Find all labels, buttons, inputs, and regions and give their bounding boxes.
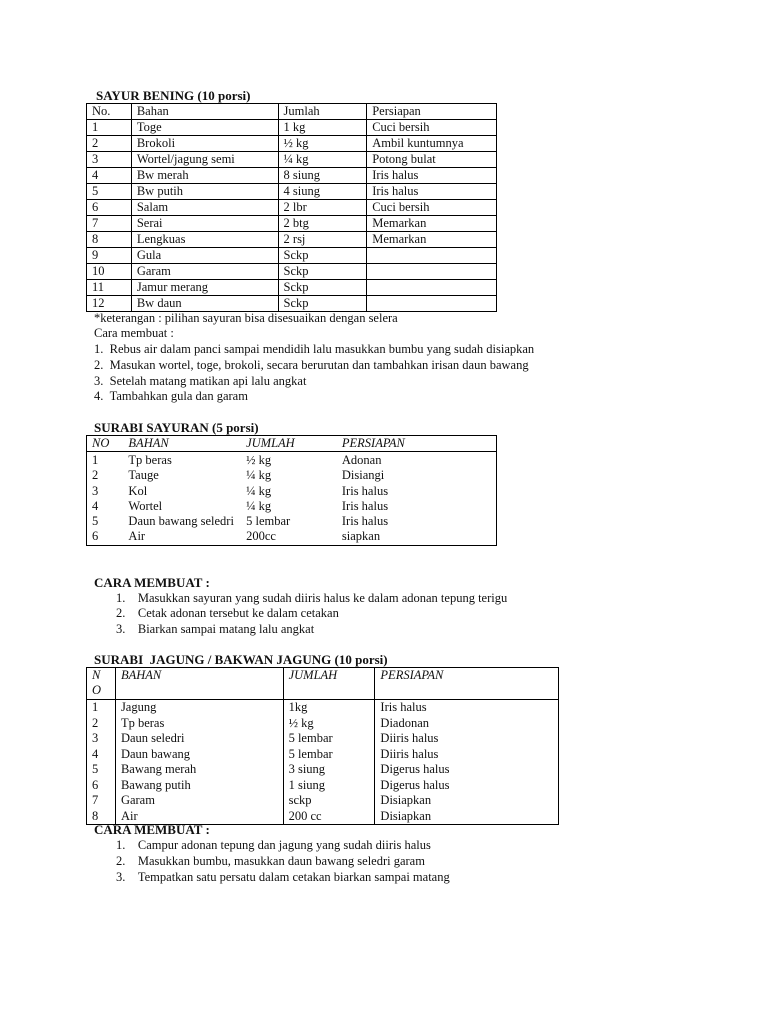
table-row xyxy=(87,296,497,312)
header-persiapan: PERSIAPAN xyxy=(337,436,497,452)
table-header-row xyxy=(87,436,497,452)
list-item: 2. Cetak adonan tersebut ke dalam cetakan xyxy=(116,606,339,620)
section2-title: SURABI SAYURAN (5 porsi) xyxy=(94,420,259,435)
cell-no: 1 xyxy=(87,700,116,716)
table-row xyxy=(87,529,497,545)
list-item: 2. Masukkan bumbu, masukkan daun bawang seledri garam xyxy=(116,854,425,868)
header-bahan: Bahan xyxy=(131,104,278,120)
cell-bahan: Daun bawang xyxy=(115,747,283,763)
cell-jumlah: Sckp xyxy=(278,264,367,280)
cell-no: 3 xyxy=(87,731,116,747)
header-jumlah: JUMLAH xyxy=(283,668,375,700)
section1-title: SAYUR BENING (10 porsi) xyxy=(96,88,251,103)
list-item: 3. Biarkan sampai matang lalu angkat xyxy=(116,622,315,636)
cell-persiapan xyxy=(367,280,497,296)
cell-no: 5 xyxy=(87,184,132,200)
cell-bahan: Air xyxy=(128,529,146,544)
cell-jumlah: Sckp xyxy=(278,296,367,312)
table-row xyxy=(87,232,497,248)
cell-no: 3 xyxy=(92,483,99,498)
cell-jumlah: 8 siung xyxy=(278,168,367,184)
cell-jumlah: 200 cc xyxy=(283,809,375,825)
header-jumlah: JUMLAH xyxy=(241,436,337,452)
cell-persiapan: Ambil kuntumnya xyxy=(367,136,497,152)
cell-jumlah: 1kg xyxy=(283,700,375,716)
cell-no: 5 xyxy=(92,514,99,529)
surabi-sayuran-table xyxy=(86,435,497,546)
cell-no: 1 xyxy=(92,453,99,467)
cell-bahan: Daun seledri xyxy=(115,731,283,747)
list-item: 1. Rebus air dalam panci sampai mendidih lalu masukkan bumbu yang sudah disiapkan xyxy=(94,342,535,356)
table-row xyxy=(87,152,497,168)
cell-jumlah: 2 lbr xyxy=(278,200,367,216)
cell-jumlah: 5 lembar xyxy=(283,747,375,763)
cell-bahan: Bawang putih xyxy=(115,778,283,794)
sayur-bening-table xyxy=(86,103,497,312)
cell-persiapan: Iris halus xyxy=(375,700,559,716)
cell-persiapan: siapkan xyxy=(341,529,381,544)
table-row xyxy=(87,793,559,809)
cell-bahan: Garam xyxy=(115,793,283,809)
cell-no: 2 xyxy=(87,136,132,152)
cell-jumlah: ¼ kg xyxy=(246,468,272,483)
table-row xyxy=(87,468,497,483)
cell-no: 7 xyxy=(87,793,116,809)
cell-jumlah: 1 kg xyxy=(278,120,367,136)
cell-persiapan xyxy=(367,296,497,312)
table-row xyxy=(87,747,559,763)
cell-no: 4 xyxy=(87,747,116,763)
header-no: No. xyxy=(87,104,132,120)
header-persiapan: Persiapan xyxy=(367,104,497,120)
cell-persiapan: Iris halus xyxy=(367,168,497,184)
cell-no: 11 xyxy=(87,280,132,296)
cell-bahan: Jamur merang xyxy=(131,280,278,296)
cell-jumlah: 5 lembar xyxy=(283,731,375,747)
cell-jumlah: 2 btg xyxy=(278,216,367,232)
cell-persiapan: Iris halus xyxy=(367,184,497,200)
cell-no: 10 xyxy=(87,264,132,280)
list-item: 3. Tempatkan satu persatu dalam cetakan biarkan sampai matang xyxy=(116,870,450,884)
table-row xyxy=(87,248,497,264)
cell-persiapan xyxy=(367,248,497,264)
cell-persiapan: Cuci bersih xyxy=(367,120,497,136)
cell-persiapan: Disiangi xyxy=(341,468,385,483)
table-header-row xyxy=(87,668,559,700)
cell-bahan: Brokoli xyxy=(131,136,278,152)
cell-bahan: Toge xyxy=(131,120,278,136)
cell-persiapan xyxy=(367,264,497,280)
cell-jumlah: Sckp xyxy=(278,280,367,296)
cell-no: 8 xyxy=(87,232,132,248)
cell-no: 3 xyxy=(87,152,132,168)
table-row xyxy=(87,700,559,716)
cell-no: 2 xyxy=(87,716,116,732)
cell-jumlah: sckp xyxy=(283,793,375,809)
surabi-jagung-table xyxy=(86,667,559,825)
cell-no: 5 xyxy=(87,762,116,778)
table-row xyxy=(87,716,559,732)
cell-bahan: Lengkuas xyxy=(131,232,278,248)
cell-persiapan: Potong bulat xyxy=(367,152,497,168)
cell-persiapan: Disiapkan xyxy=(375,809,559,825)
table-row xyxy=(87,136,497,152)
cell-persiapan: Iris halus xyxy=(341,514,389,529)
cell-persiapan: Cuci bersih xyxy=(367,200,497,216)
cell-persiapan: Memarkan xyxy=(367,232,497,248)
cell-no: 6 xyxy=(87,778,116,794)
table-row xyxy=(87,200,497,216)
cell-bahan: Bw daun xyxy=(131,296,278,312)
cell-bahan: Tp beras xyxy=(115,716,283,732)
table-row xyxy=(87,731,559,747)
cell-bahan: Bawang merah xyxy=(115,762,283,778)
header-persiapan: PERSIAPAN xyxy=(375,668,559,700)
cell-bahan: Serai xyxy=(131,216,278,232)
cell-bahan: Gula xyxy=(131,248,278,264)
cell-jumlah: 3 siung xyxy=(283,762,375,778)
section3-method-label: CARA MEMBUAT : xyxy=(94,822,210,837)
table-row xyxy=(87,778,559,794)
cell-jumlah: 2 rsj xyxy=(278,232,367,248)
cell-no: 8 xyxy=(87,809,116,825)
cell-bahan: Kol xyxy=(128,483,148,498)
list-item: 3. Setelah matang matikan api lalu angkat xyxy=(94,374,307,388)
cell-jumlah: ¼ kg xyxy=(278,152,367,168)
cell-persiapan: Disiapkan xyxy=(375,793,559,809)
table-row xyxy=(87,762,559,778)
cell-persiapan: Digerus halus xyxy=(375,778,559,794)
cell-bahan: Salam xyxy=(131,200,278,216)
cell-bahan: Garam xyxy=(131,264,278,280)
table-row xyxy=(87,120,497,136)
cell-persiapan: Diadonan xyxy=(375,716,559,732)
cell-jumlah: ¼ kg xyxy=(246,498,272,513)
cell-jumlah: 5 lembar xyxy=(246,514,291,529)
list-item: 4. Tambahkan gula dan garam xyxy=(94,389,248,403)
header-no: NO xyxy=(87,436,124,452)
list-item: 1. Masukkan sayuran yang sudah diiris halus ke dalam adonan tepung terigu xyxy=(116,591,508,605)
section1-method-label: Cara membuat : xyxy=(94,326,174,340)
cell-no: 2 xyxy=(92,468,99,483)
section1-note: *keterangan : pilihan sayuran bisa disesuaikan dengan selera xyxy=(94,311,398,325)
table-row xyxy=(87,484,497,499)
cell-no: 4 xyxy=(87,168,132,184)
cell-jumlah: 200cc xyxy=(246,529,276,544)
cell-jumlah: ¼ kg xyxy=(246,483,272,498)
cell-bahan: Jagung xyxy=(115,700,283,716)
table-row xyxy=(87,184,497,200)
cell-persiapan: Memarkan xyxy=(367,216,497,232)
cell-no: 7 xyxy=(87,216,132,232)
table-row xyxy=(87,168,497,184)
header-bahan: BAHAN xyxy=(115,668,283,700)
cell-persiapan: Iris halus xyxy=(341,498,389,513)
table-row xyxy=(87,499,497,514)
table-row xyxy=(87,216,497,232)
table-header-row xyxy=(87,104,497,120)
cell-bahan: Tauge xyxy=(128,468,159,483)
cell-persiapan: Digerus halus xyxy=(375,762,559,778)
header-jumlah: Jumlah xyxy=(278,104,367,120)
table-row xyxy=(87,280,497,296)
cell-no: 12 xyxy=(87,296,132,312)
header-no: NO xyxy=(87,668,116,700)
header-bahan: BAHAN xyxy=(123,436,241,452)
cell-jumlah: ½ kg xyxy=(283,716,375,732)
cell-bahan: Daun bawang seledri xyxy=(128,514,234,529)
cell-persiapan: Diiris halus xyxy=(375,747,559,763)
section2-method-label: CARA MEMBUAT : xyxy=(94,575,210,590)
section3-title: SURABI JAGUNG / BAKWAN JAGUNG (10 porsi) xyxy=(94,652,388,667)
cell-no: 9 xyxy=(87,248,132,264)
cell-persiapan: Iris halus xyxy=(341,483,389,498)
cell-persiapan: Diiris halus xyxy=(375,731,559,747)
cell-jumlah: 4 siung xyxy=(278,184,367,200)
table-row xyxy=(87,514,497,529)
cell-bahan: Tp beras xyxy=(128,453,172,467)
table-row xyxy=(87,452,497,469)
cell-bahan: Wortel/jagung semi xyxy=(131,152,278,168)
cell-no: 6 xyxy=(92,529,99,544)
cell-jumlah: ½ kg xyxy=(246,453,272,467)
cell-jumlah: ½ kg xyxy=(278,136,367,152)
cell-persiapan: Adonan xyxy=(341,453,382,467)
cell-bahan: Bw putih xyxy=(131,184,278,200)
cell-no: 6 xyxy=(87,200,132,216)
cell-bahan: Wortel xyxy=(128,498,163,513)
cell-bahan: Air xyxy=(115,809,283,825)
cell-jumlah: Sckp xyxy=(278,248,367,264)
cell-no: 4 xyxy=(92,498,99,513)
cell-bahan: Bw merah xyxy=(131,168,278,184)
cell-no: 1 xyxy=(87,120,132,136)
list-item: 1. Campur adonan tepung dan jagung yang sudah diiris halus xyxy=(116,838,431,852)
list-item: 2. Masukan wortel, toge, brokoli, secara berurutan dan tambahkan irisan daun bawang xyxy=(94,358,529,372)
table-row xyxy=(87,264,497,280)
cell-jumlah: 1 siung xyxy=(283,778,375,794)
